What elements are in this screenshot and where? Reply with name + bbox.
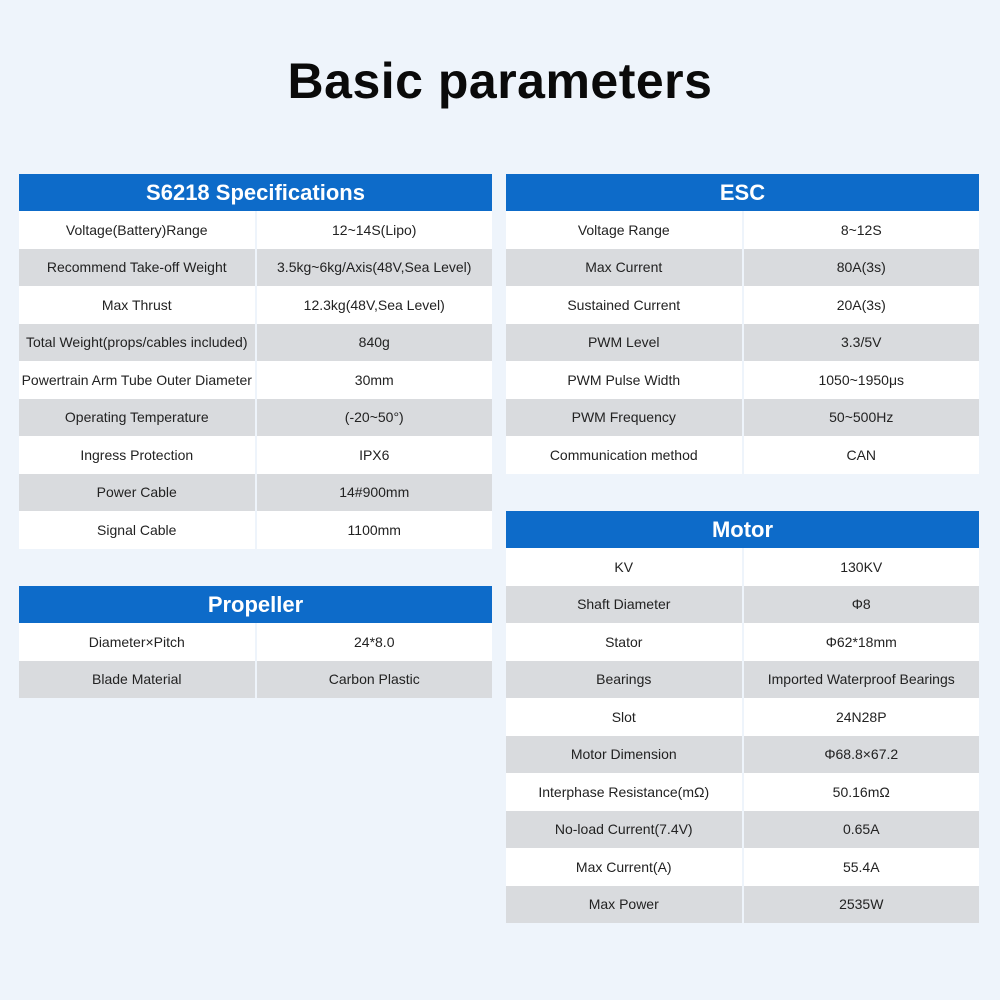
parameter-value: 55.4A: [742, 848, 980, 886]
parameter-value: 12~14S(Lipo): [255, 211, 493, 249]
parameter-name: Diameter×Pitch: [19, 623, 255, 661]
specifications-table: [19, 174, 492, 549]
parameter-name: Max Power: [506, 886, 742, 924]
table-row: [19, 436, 492, 474]
parameter-name: Power Cable: [19, 474, 255, 512]
parameter-name: Total Weight(props/cables included): [19, 324, 255, 362]
parameter-name: Slot: [506, 698, 742, 736]
table-row: [506, 399, 979, 437]
parameter-value: 0.65A: [742, 811, 980, 849]
table-row: [19, 211, 492, 249]
parameter-value: 840g: [255, 324, 493, 362]
table-row: [19, 361, 492, 399]
parameter-value: Imported Waterproof Bearings: [742, 661, 980, 699]
parameter-value: 30mm: [255, 361, 493, 399]
table-row: [19, 474, 492, 512]
parameter-name: Max Thrust: [19, 286, 255, 324]
table-row: [506, 736, 979, 774]
parameter-value: 130KV: [742, 548, 980, 586]
table-row: [19, 324, 492, 362]
parameter-value: 1100mm: [255, 511, 493, 549]
parameter-value: 12.3kg(48V,Sea Level): [255, 286, 493, 324]
table-row: [506, 886, 979, 924]
table-row: [19, 511, 492, 549]
parameter-name: Sustained Current: [506, 286, 742, 324]
propeller-table: [19, 586, 492, 698]
parameter-value: 50~500Hz: [742, 399, 980, 437]
table-row: [506, 436, 979, 474]
table-row: [19, 623, 492, 661]
parameter-value: Φ68.8×67.2: [742, 736, 980, 774]
page-title: Basic parameters: [287, 53, 713, 109]
esc-table: [506, 174, 979, 474]
parameter-name: PWM Pulse Width: [506, 361, 742, 399]
table-row: [506, 773, 979, 811]
table-row: [506, 249, 979, 287]
parameter-name: Blade Material: [19, 661, 255, 699]
specifications-table-header: S6218 Specifications: [19, 174, 492, 211]
table-row: [506, 361, 979, 399]
parameter-value: Φ8: [742, 586, 980, 624]
parameter-name: Interphase Resistance(mΩ): [506, 773, 742, 811]
parameter-value: 1050~1950μs: [742, 361, 980, 399]
table-row: [506, 548, 979, 586]
table-row: [506, 698, 979, 736]
table-row: [506, 286, 979, 324]
motor-table-header: Motor: [506, 511, 979, 548]
parameter-value: 2535W: [742, 886, 980, 924]
parameter-value: 3.5kg~6kg/Axis(48V,Sea Level): [255, 249, 493, 287]
table-row: [19, 249, 492, 287]
parameter-value: Carbon Plastic: [255, 661, 493, 699]
motor-table: [506, 511, 979, 923]
parameter-name: Operating Temperature: [19, 399, 255, 437]
parameter-value: 24N28P: [742, 698, 980, 736]
parameter-name: Recommend Take-off Weight: [19, 249, 255, 287]
table-row: [506, 211, 979, 249]
table-row: [19, 399, 492, 437]
parameter-value: 20A(3s): [742, 286, 980, 324]
table-row: [506, 848, 979, 886]
parameter-value: 50.16mΩ: [742, 773, 980, 811]
parameter-name: Motor Dimension: [506, 736, 742, 774]
parameter-value: Φ62*18mm: [742, 623, 980, 661]
parameter-value: (-20~50°): [255, 399, 493, 437]
parameter-value: 8~12S: [742, 211, 980, 249]
parameter-name: Max Current(A): [506, 848, 742, 886]
parameter-value: 80A(3s): [742, 249, 980, 287]
propeller-table-header: Propeller: [19, 586, 492, 623]
parameter-name: Signal Cable: [19, 511, 255, 549]
table-row: [506, 661, 979, 699]
parameter-name: Voltage Range: [506, 211, 742, 249]
parameter-value: 24*8.0: [255, 623, 493, 661]
parameter-value: IPX6: [255, 436, 493, 474]
parameter-value: 3.3/5V: [742, 324, 980, 362]
parameter-name: KV: [506, 548, 742, 586]
parameter-name: Communication method: [506, 436, 742, 474]
parameter-name: Stator: [506, 623, 742, 661]
parameter-value: 14#900mm: [255, 474, 493, 512]
parameter-name: Ingress Protection: [19, 436, 255, 474]
parameter-name: Max Current: [506, 249, 742, 287]
parameter-name: Bearings: [506, 661, 742, 699]
table-row: [19, 661, 492, 699]
table-row: [19, 286, 492, 324]
parameter-name: Powertrain Arm Tube Outer Diameter: [19, 361, 255, 399]
table-row: [506, 324, 979, 362]
table-row: [506, 623, 979, 661]
table-row: [506, 811, 979, 849]
parameter-name: No-load Current(7.4V): [506, 811, 742, 849]
parameter-name: PWM Level: [506, 324, 742, 362]
table-row: [506, 586, 979, 624]
parameter-name: PWM Frequency: [506, 399, 742, 437]
parameter-name: Shaft Diameter: [506, 586, 742, 624]
parameter-name: Voltage(Battery)Range: [19, 211, 255, 249]
esc-table-header: ESC: [506, 174, 979, 211]
parameter-value: CAN: [742, 436, 980, 474]
